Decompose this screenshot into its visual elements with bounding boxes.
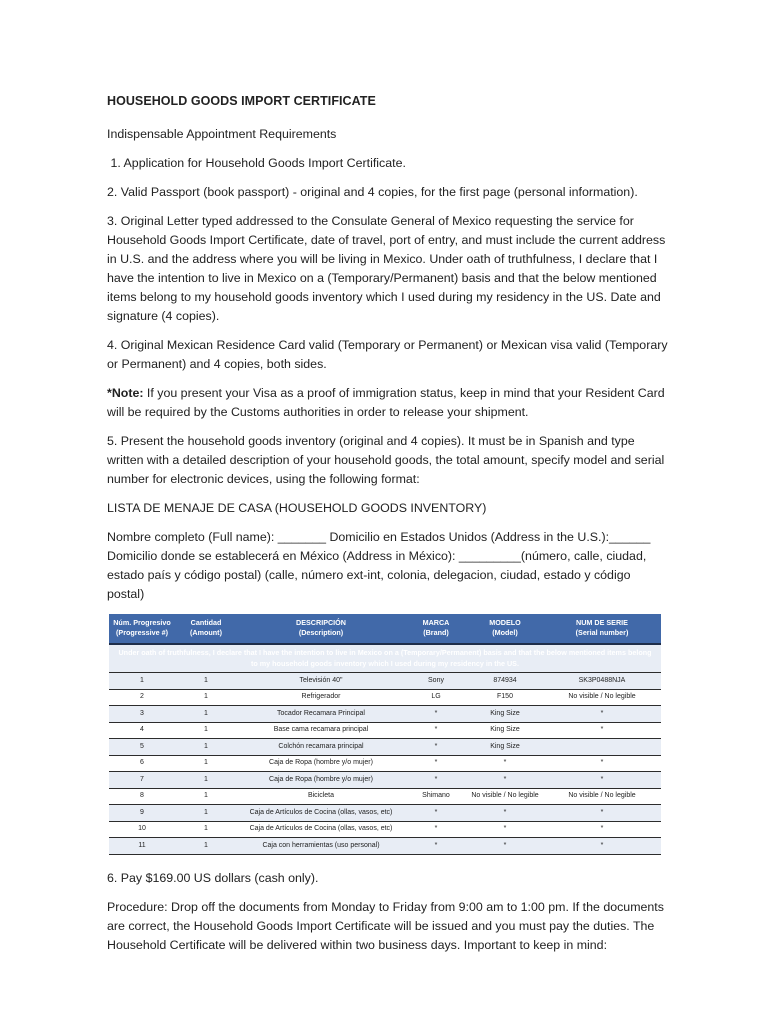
cell-serial: SK3P0488NJA xyxy=(543,673,661,690)
table-row xyxy=(109,772,661,789)
cell-progressive: 11 xyxy=(109,838,175,855)
cell-brand: * xyxy=(405,838,467,855)
cell-brand: LG xyxy=(405,689,467,706)
cell-brand: * xyxy=(405,706,467,723)
cell-description: Tocador Recamara Principal xyxy=(237,706,405,723)
cell-model: * xyxy=(467,772,543,789)
table-row xyxy=(109,805,661,822)
cell-description: Caja de Ropa (hombre y/o mujer) xyxy=(237,772,405,789)
cell-progressive: 6 xyxy=(109,755,175,772)
requirement-2: 2. Valid Passport (book passport) - original and 4 copies, for the first page (personal information). xyxy=(107,185,638,199)
cell-model: * xyxy=(467,821,543,838)
cell-description: Refrigerador xyxy=(237,689,405,706)
cell-serial: * xyxy=(543,706,661,723)
cell-serial: * xyxy=(543,755,661,772)
cell-model: * xyxy=(467,805,543,822)
cell-brand: * xyxy=(405,821,467,838)
cell-model: * xyxy=(467,755,543,772)
cell-serial: * xyxy=(543,722,661,739)
cell-brand: * xyxy=(405,722,467,739)
cell-description: Caja de Artículos de Cocina (ollas, vasos, etc) xyxy=(237,805,405,822)
table-row xyxy=(109,689,661,706)
procedure-paragraph: Procedure: Drop off the documents from Monday to Friday from 9:00 am to 1:00 pm. If the documents are correct, the Household Goods Import Certificate will be issued and you must pay the duties. The Household Certificate will be delivered within two business days. Important to keep in mind: xyxy=(107,899,664,952)
cell-progressive: 8 xyxy=(109,788,175,805)
cell-brand: * xyxy=(405,755,467,772)
cell-brand: * xyxy=(405,805,467,822)
cell-progressive: 2 xyxy=(109,689,175,706)
cell-description: Caja de Artículos de Cocina (ollas, vasos, etc) xyxy=(237,821,405,838)
cell-amount: 1 xyxy=(175,772,237,789)
inventory-table xyxy=(109,614,661,855)
cell-amount: 1 xyxy=(175,805,237,822)
cell-serial: * xyxy=(543,838,661,855)
cell-description: Caja con herramientas (uso personal) xyxy=(237,838,405,855)
header-brand: MARCA (Brand) xyxy=(405,614,467,644)
cell-amount: 1 xyxy=(175,739,237,756)
table-row xyxy=(109,739,661,756)
cell-amount: 1 xyxy=(175,821,237,838)
cell-brand: Sony xyxy=(405,673,467,690)
cell-brand: Shimano xyxy=(405,788,467,805)
full-name-line: Nombre completo (Full name): _______ Domicilio en Estados Unidos (Address in the U.S.):______ Domicilio donde se establecerá en México (Address in México): _________(número, calle, ciudad, estado país y código postal) (calle, número ext-int, colonia, delegacion, ciudad, estado y código postal) xyxy=(107,530,651,601)
cell-model: King Size xyxy=(467,722,543,739)
table-row xyxy=(109,821,661,838)
cell-description: Colchón recamara principal xyxy=(237,739,405,756)
cell-model: * xyxy=(467,838,543,855)
cell-serial: * xyxy=(543,772,661,789)
inventory-heading: LISTA DE MENAJE DE CASA (HOUSEHOLD GOODS INVENTORY) xyxy=(107,501,487,515)
cell-model: King Size xyxy=(467,739,543,756)
note-text: If you present your Visa as a proof of immigration status, keep in mind that your Resident Card will be required by the Customs authorities in order to release your shipment. xyxy=(107,386,665,419)
cell-amount: 1 xyxy=(175,755,237,772)
document-title: HOUSEHOLD GOODS IMPORT CERTIFICATE xyxy=(107,94,376,108)
header-model: MODELO (Model) xyxy=(467,614,543,644)
cell-progressive: 10 xyxy=(109,821,175,838)
table-row xyxy=(109,838,661,855)
cell-progressive: 1 xyxy=(109,673,175,690)
cell-amount: 1 xyxy=(175,722,237,739)
table-row xyxy=(109,788,661,805)
cell-brand: * xyxy=(405,739,467,756)
cell-amount: 1 xyxy=(175,673,237,690)
table-row xyxy=(109,755,661,772)
cell-model: 874934 xyxy=(467,673,543,690)
table-row xyxy=(109,706,661,723)
subtitle: Indispensable Appointment Requirements xyxy=(107,127,337,141)
cell-progressive: 3 xyxy=(109,706,175,723)
requirement-6: 6. Pay $169.00 US dollars (cash only). xyxy=(107,870,319,885)
note-paragraph xyxy=(107,384,670,422)
header-serial: NUM DE SERIE (Serial number) xyxy=(543,614,661,644)
cell-progressive: 9 xyxy=(109,805,175,822)
cell-amount: 1 xyxy=(175,689,237,706)
cell-description: Bicicleta xyxy=(237,788,405,805)
requirement-5: 5. Present the household goods inventory (original and 4 copies). It must be in Spanish and type written with a detailed description of your household goods, the total amount, specify model and serial number for electronic devices, using the following format: xyxy=(107,434,665,486)
cell-amount: 1 xyxy=(175,838,237,855)
cell-amount: 1 xyxy=(175,706,237,723)
cell-brand: * xyxy=(405,772,467,789)
cell-serial xyxy=(543,739,661,756)
table-caption: Under oath of truthfulness, I declare that I have the intention to live in Mexico on a (Temporary/Permanent) basis and that the below mentioned items belong to my household goods inventory which I used during my residency in the US. xyxy=(109,644,661,673)
cell-progressive: 5 xyxy=(109,739,175,756)
inventory-table-image xyxy=(109,614,661,855)
cell-model: F150 xyxy=(467,689,543,706)
cell-model: No visible / No legible xyxy=(467,788,543,805)
header-progressive: Núm. Progresivo (Progressive #) xyxy=(109,614,175,644)
requirement-4: 4. Original Mexican Residence Card valid (Temporary or Permanent) or Mexican visa valid (Temporary or Permanent) and 4 copies, both sides. xyxy=(107,338,668,371)
cell-serial: No visible / No legible xyxy=(543,689,661,706)
cell-description: Caja de Ropa (hombre y/o mujer) xyxy=(237,755,405,772)
cell-amount: 1 xyxy=(175,788,237,805)
header-description: DESCRIPCIÓN (Description) xyxy=(237,614,405,644)
cell-description: Televisión 40" xyxy=(237,673,405,690)
cell-description: Base cama recamara principal xyxy=(237,722,405,739)
requirement-1: 1. Application for Household Goods Import Certificate. xyxy=(107,156,406,170)
table-row xyxy=(109,722,661,739)
header-amount: Cantidad (Amount) xyxy=(175,614,237,644)
cell-serial: * xyxy=(543,821,661,838)
cell-progressive: 7 xyxy=(109,772,175,789)
cell-progressive: 4 xyxy=(109,722,175,739)
cell-serial: No visible / No legible xyxy=(543,788,661,805)
note-label: *Note: xyxy=(107,386,144,400)
table-row xyxy=(109,673,661,690)
inventory-rows xyxy=(109,673,661,855)
cell-serial: * xyxy=(543,805,661,822)
cell-model: King Size xyxy=(467,706,543,723)
requirement-3: 3. Original Letter typed addressed to the Consulate General of Mexico requesting the service for Household Goods Import Certificate, date of travel, port of entry, and must include the current address in U.S. and the address where you will be living in Mexico. Under oath of truthfulness, I declare that I have the intention to live in Mexico on a (Temporary/Permanent) basis and that the below mentioned items belong to my household goods inventory which I used during my residency in the US. Date and signature (4 copies). xyxy=(107,214,666,323)
